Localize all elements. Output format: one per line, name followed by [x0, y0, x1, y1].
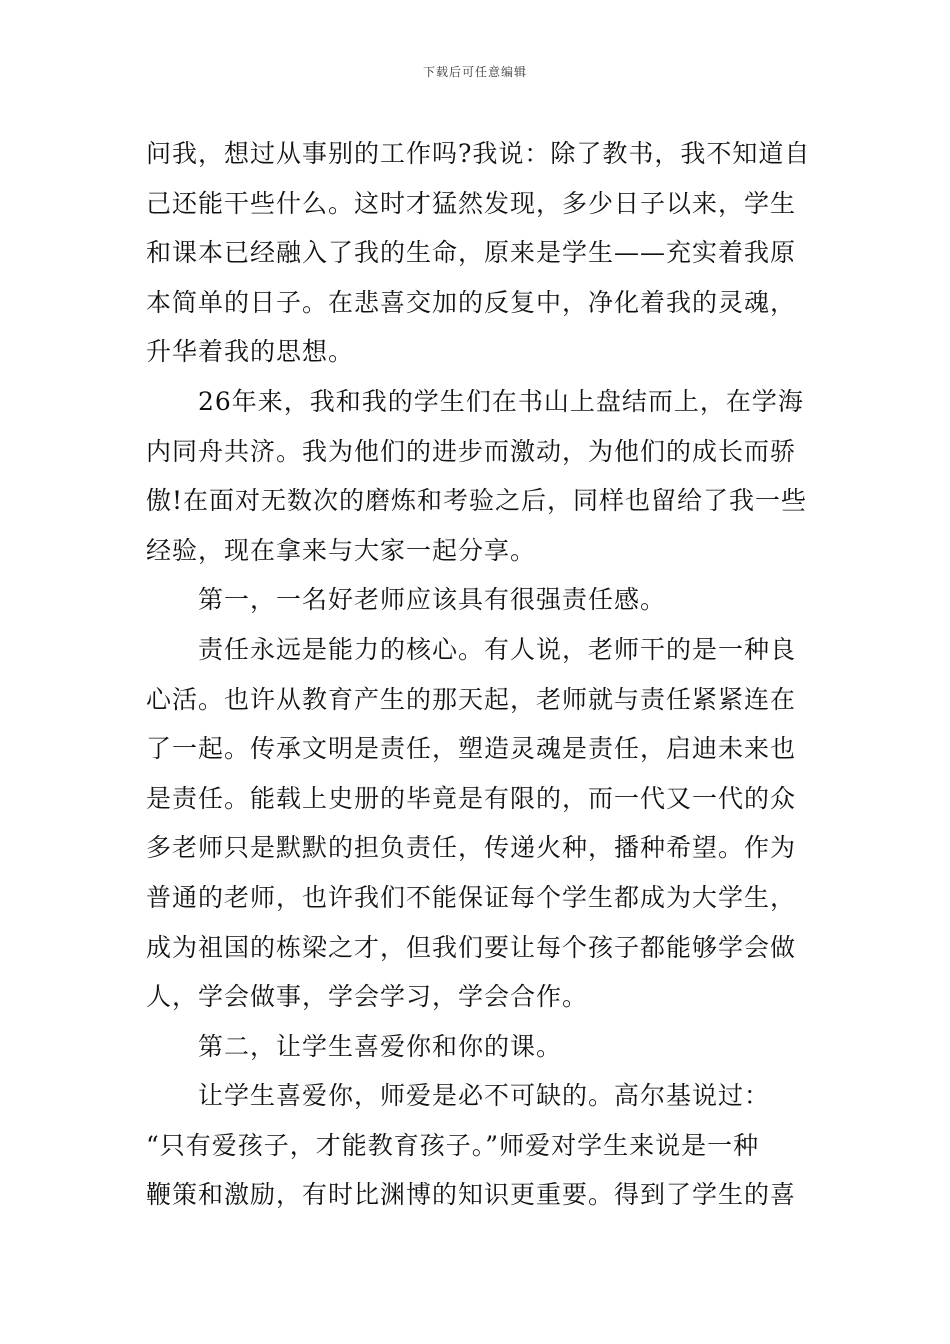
- text-line: 升华着我的思想。: [146, 337, 355, 367]
- text-line: 本简单的日子。在悲喜交加的反复中，净化着我的灵魂，: [146, 287, 797, 317]
- text-line: 经验，现在拿来与大家一起分享。: [146, 535, 537, 565]
- text-line: 内同舟共济。我为他们的进步而激动，为他们的成长而骄: [146, 436, 797, 466]
- paragraph-2: [146, 377, 810, 575]
- section-heading: 第二，让学生喜爱你和你的课。: [146, 1031, 563, 1061]
- page-header: 下载后可任意编辑: [422, 65, 527, 79]
- paragraph-1: [146, 129, 810, 377]
- text-line: 己还能干些什么。这时才猛然发现，多少日子以来，学生: [146, 188, 797, 218]
- text-line: 让学生喜爱你，师爱是必不可缺的。高尔基说过：: [146, 1081, 771, 1111]
- paragraph-4: [146, 625, 810, 1022]
- paragraph-6: [146, 1071, 810, 1220]
- text-line: 鞭策和激励，有时比渊博的知识更重要。得到了学生的喜: [146, 1180, 797, 1210]
- document-body: [146, 129, 810, 1220]
- text-line: 普通的老师，也许我们不能保证每个学生都成为大学生，: [146, 882, 797, 912]
- text-line: 傲!在面对无数次的磨炼和考验之后，同样也留给了我一些: [146, 486, 808, 516]
- text-line: 心活。也许从教育产生的那天起，老师就与责任紧紧连在: [146, 684, 797, 714]
- paragraph-3-heading: [146, 575, 810, 625]
- text-line: “只有爱孩子，才能教育孩子。”师爱对学生来说是一种: [146, 1130, 760, 1160]
- text-line: 成为祖国的栋梁之才，但我们要让每个孩子都能够学会做: [146, 932, 797, 962]
- section-heading: 第一，一名好老师应该具有很强责任感。: [146, 585, 667, 615]
- paragraph-5-heading: [146, 1022, 810, 1072]
- text-line: 人，学会做事，学会学习，学会合作。: [146, 982, 589, 1012]
- text-line: 责任永远是能力的核心。有人说，老师干的是一种良: [146, 634, 797, 664]
- text-line: 26年来，我和我的学生们在书山上盘结而上，在学海: [146, 386, 804, 416]
- text-line: 问我，想过从事别的工作吗?我说：除了教书，我不知道自: [146, 139, 810, 168]
- text-line: 是责任。能载上史册的毕竟是有限的，而一代又一代的众: [146, 783, 797, 813]
- text-line: 和课本已经融入了我的生命，原来是学生——充实着我原: [146, 238, 797, 268]
- text-line: 了一起。传承文明是责任，塑造灵魂是责任，启迪未来也: [146, 734, 797, 764]
- text-line: 多老师只是默默的担负责任，传递火种，播种希望。作为: [146, 833, 797, 863]
